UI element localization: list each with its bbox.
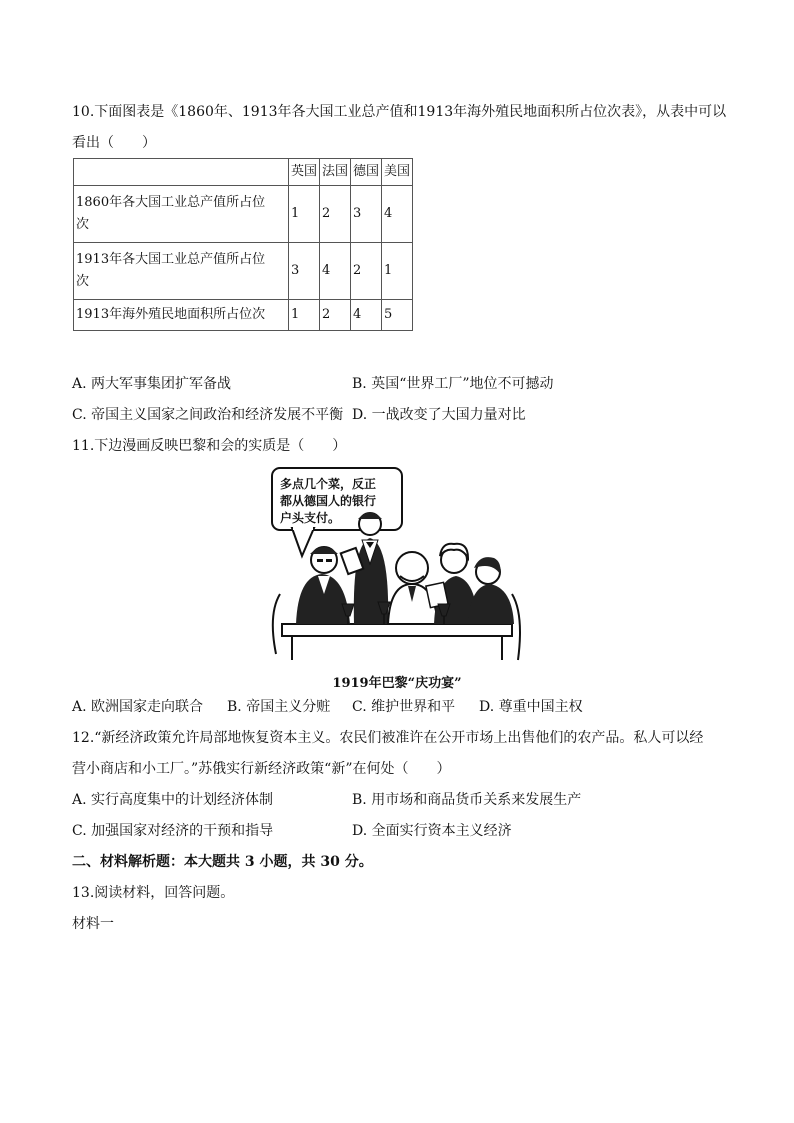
q10-option-d: D. 一战改变了大国力量对比 bbox=[352, 407, 526, 423]
bubble-text-line3: 户头支付。 bbox=[280, 511, 341, 525]
table-cell: 4 bbox=[351, 300, 382, 331]
table-header-cell: 美国 bbox=[382, 159, 413, 186]
bubble-text-line2: 都从德国人的银行 bbox=[280, 494, 377, 508]
table-row-label: 1913年海外殖民地面积所占位次 bbox=[74, 300, 289, 331]
q10-option-c: C. 帝国主义国家之间政治和经济发展不平衡 bbox=[72, 407, 344, 423]
table-header-cell: 英国 bbox=[289, 159, 320, 186]
table-row-label bbox=[74, 186, 289, 243]
rank-table bbox=[73, 158, 413, 331]
table-cell: 2 bbox=[351, 243, 382, 300]
q12-stem-line2: 营小商店和小工厂。”苏俄实行新经济政策“新”在何处（ ） bbox=[72, 761, 451, 777]
figure-right bbox=[468, 557, 520, 660]
q10-option-a: A. 两大军事集团扩军备战 bbox=[72, 376, 232, 392]
q11-option-a: A. 欧洲国家走向联合 bbox=[72, 699, 204, 715]
table-cell: 2 bbox=[320, 300, 351, 331]
bubble-text-line1: 多点几个菜，反正 bbox=[280, 477, 377, 491]
section-heading: 二、材料解析题：本大题共 3 小题，共 30 分。 bbox=[72, 854, 373, 870]
row-label-line1: 1860年各大国工业总产值所占位 bbox=[76, 195, 266, 210]
table-cell: 1 bbox=[289, 186, 320, 243]
q12-option-b: B. 用市场和商品货币关系来发展生产 bbox=[352, 792, 582, 808]
q10-stem-line1: 10.下面图表是《1860年、1913年各大国工业总产值和1913年海外殖民地面积所占位次表》，从表中可以 bbox=[72, 104, 727, 120]
q11-option-c: C. 维护世界和平 bbox=[352, 699, 456, 715]
speech-bubble-tail bbox=[292, 528, 314, 556]
banquet-table bbox=[282, 624, 512, 636]
row-label-line1: 1913年各大国工业总产值所占位 bbox=[76, 252, 266, 267]
table-row bbox=[74, 243, 413, 300]
q11-stem: 11.下边漫画反映巴黎和会的实质是（ ） bbox=[72, 438, 347, 454]
table-cell: 5 bbox=[382, 300, 413, 331]
table-cell: 1 bbox=[382, 243, 413, 300]
q12-option-d: D. 全面实行资本主义经济 bbox=[352, 823, 512, 839]
row-label-line2: 次 bbox=[76, 274, 90, 289]
table-row-label bbox=[74, 243, 289, 300]
table-cell: 4 bbox=[382, 186, 413, 243]
q12-stem-line1: 12.“新经济政策允许局部地恢复资本主义。农民们被准许在公开市场上出售他们的农产品。私人可以经 bbox=[72, 730, 704, 746]
table-row bbox=[74, 186, 413, 243]
table-header-cell: 法国 bbox=[320, 159, 351, 186]
q10-stem-line2: 看出（ ） bbox=[72, 135, 156, 151]
table-cell: 1 bbox=[289, 300, 320, 331]
table-cell: 3 bbox=[351, 186, 382, 243]
table-cell: 4 bbox=[320, 243, 351, 300]
q10-option-b: B. 英国“世界工厂”地位不可撼动 bbox=[352, 376, 554, 392]
table-cell: 3 bbox=[289, 243, 320, 300]
q11-option-d: D. 尊重中国主权 bbox=[479, 699, 583, 715]
q12-option-c: C. 加强国家对经济的干预和指导 bbox=[72, 823, 274, 839]
q12-option-a: A. 实行高度集中的计划经济体制 bbox=[72, 792, 274, 808]
table-header-row bbox=[74, 159, 413, 186]
table-header-cell: 德国 bbox=[351, 159, 382, 186]
table-header-cell bbox=[74, 159, 289, 186]
figure-left bbox=[273, 547, 350, 654]
q13-material-label: 材料一 bbox=[72, 916, 114, 932]
table-row bbox=[74, 300, 413, 331]
cartoon-caption: 1919年巴黎“庆功宴” bbox=[332, 676, 462, 691]
table-cell: 2 bbox=[320, 186, 351, 243]
row-label-line2: 次 bbox=[76, 217, 90, 232]
paris-banquet-cartoon bbox=[262, 464, 528, 664]
q11-option-b: B. 帝国主义分赃 bbox=[227, 699, 331, 715]
q13-stem: 13.阅读材料，回答问题。 bbox=[72, 885, 235, 901]
